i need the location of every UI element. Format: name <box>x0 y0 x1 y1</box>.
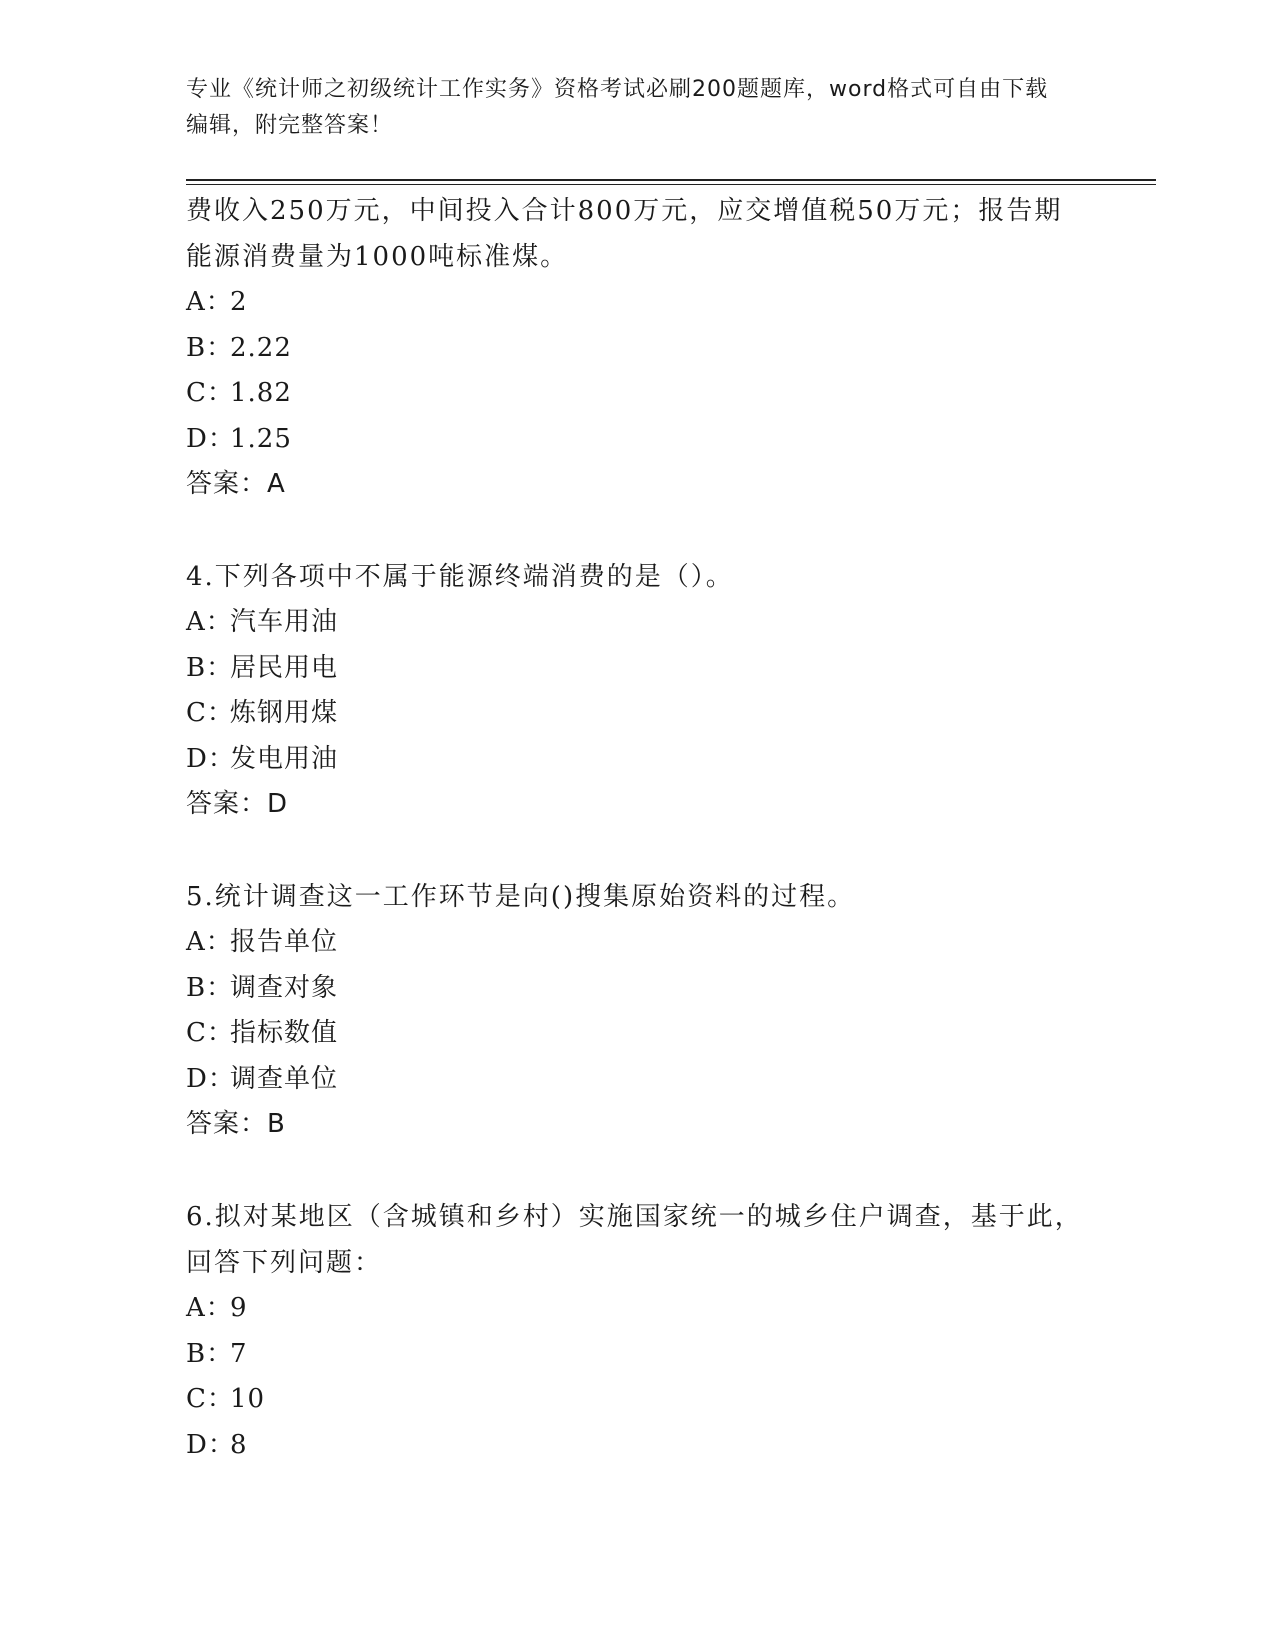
option-text: 1.25 <box>230 423 292 454</box>
option-text: 居民用电 <box>230 652 339 683</box>
option-text: 汽车用油 <box>230 606 339 637</box>
option-letter: D： <box>186 1063 235 1094</box>
question-list <box>186 188 1086 1468</box>
option-text: 8 <box>230 1429 248 1460</box>
option-text: 指标数值 <box>230 1018 339 1049</box>
option-letter: B： <box>186 972 234 1003</box>
option-letter: B： <box>186 652 234 683</box>
option-a <box>186 600 1086 646</box>
option-text: 2.22 <box>230 332 292 363</box>
option-d <box>186 1057 1086 1103</box>
option-c <box>186 691 1086 737</box>
option-c <box>186 1011 1086 1057</box>
option-a <box>186 1286 1086 1332</box>
option-text: 调查对象 <box>230 972 339 1003</box>
question-text: 5.统计调查这一工作环节是向()搜集原始资料的过程。 <box>186 881 856 912</box>
question-6 <box>186 1194 1086 1468</box>
option-b <box>186 1332 1086 1378</box>
option-letter: D： <box>186 743 235 774</box>
option-text: 2 <box>230 287 248 317</box>
option-text: 1.82 <box>230 378 292 409</box>
header-title: 专业《统计师之初级统计工作实务》资格考试必刷200题题库，word格式可自由下载编辑，附完整答案！ <box>186 77 1049 138</box>
header-rule-thick <box>186 179 1156 181</box>
question-3 <box>186 188 1086 508</box>
option-text: 炼钢用煤 <box>230 698 339 729</box>
option-letter: C： <box>186 1018 234 1049</box>
option-a <box>186 280 1086 326</box>
option-text: 调查单位 <box>230 1063 339 1094</box>
option-d <box>186 417 1086 463</box>
option-letter: D： <box>186 423 235 454</box>
question-text: 6.拟对某地区（含城镇和乡村）实施国家统一的城乡住户调查，基于此，回答下列问题： <box>186 1201 1083 1278</box>
option-letter: B： <box>186 332 234 363</box>
option-b <box>186 326 1086 372</box>
option-text: 10 <box>230 1384 266 1415</box>
option-letter: D： <box>186 1429 235 1460</box>
option-text: 报告单位 <box>230 926 339 957</box>
option-letter: C： <box>186 698 234 729</box>
option-letter: A： <box>186 1292 233 1323</box>
document-header <box>186 72 1066 144</box>
option-letter: A： <box>186 606 233 637</box>
option-letter: C： <box>186 1384 234 1415</box>
option-letter: A： <box>186 287 233 317</box>
option-text: 发电用油 <box>230 743 339 774</box>
question-text: 4.下列各项中不属于能源终端消费的是（）。 <box>186 561 734 592</box>
option-c <box>186 1377 1086 1423</box>
option-b <box>186 646 1086 692</box>
option-c <box>186 371 1086 417</box>
option-d <box>186 1423 1086 1469</box>
answer-line: 答案：D <box>186 789 289 820</box>
option-d <box>186 737 1086 783</box>
answer-line: 答案：A <box>186 469 286 500</box>
option-b <box>186 966 1086 1012</box>
answer-line: 答案：B <box>186 1109 286 1140</box>
option-text: 9 <box>230 1292 248 1323</box>
header-rule-thin <box>186 184 1156 185</box>
question-text: 费收入250万元，中间投入合计800万元，应交增值税50万元；报告期能源消费量为1000吨标准煤。 <box>186 196 1063 272</box>
option-letter: B： <box>186 1338 234 1369</box>
question-4 <box>186 554 1086 828</box>
option-letter: A： <box>186 926 233 957</box>
option-text: 7 <box>230 1338 248 1369</box>
option-letter: C： <box>186 378 234 409</box>
option-a <box>186 920 1086 966</box>
question-5 <box>186 874 1086 1148</box>
